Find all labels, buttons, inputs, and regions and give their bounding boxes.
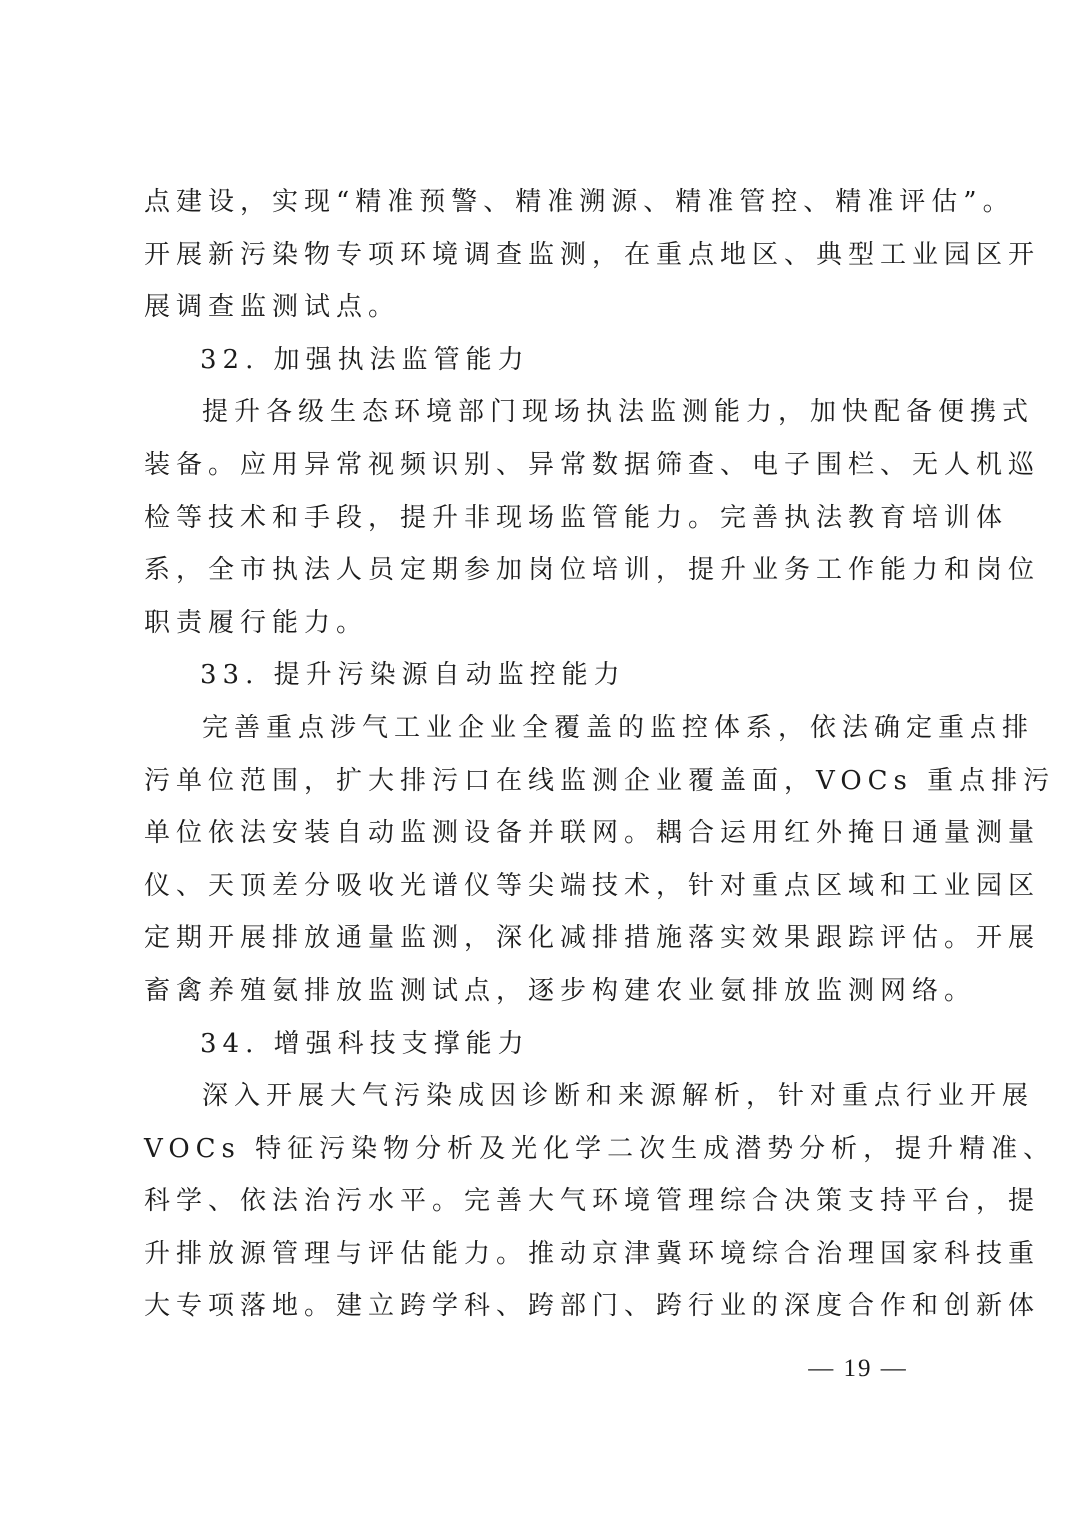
text-line: 开展新污染物专项环境调查监测，在重点地区、典型工业园区开: [144, 239, 1041, 270]
text-line: 装备。应用异常视频识别、异常数据筛查、电子围栏、无人机巡: [144, 449, 1041, 480]
text-line: 畜禽养殖氨排放监测试点，逐步构建农业氨排放监测网络。: [144, 975, 977, 1006]
body-text: [144, 176, 1056, 1333]
text-line: 仪、天顶差分吸收光谱仪等尖端技术，针对重点区域和工业园区: [144, 870, 1041, 901]
text-line: 升排放源管理与评估能力。推动京津冀环境综合治理国家科技重: [144, 1238, 1041, 1269]
text-line: 大专项落地。建立跨学科、跨部门、跨行业的深度合作和创新体: [144, 1291, 1041, 1322]
text-line: 系，全市执法人员定期参加岗位培训，提升业务工作能力和岗位: [144, 555, 1041, 586]
text-line: 污单位范围，扩大排污口在线监测企业覆盖面，VOCs 重点排污: [144, 765, 1056, 796]
text-line: VOCs 特征污染物分析及光化学二次生成潜势分析，提升精准、: [144, 1133, 1056, 1164]
page-number: — 19 —: [808, 1355, 908, 1382]
text-line: 检等技术和手段，提升非现场监管能力。完善执法教育培训体: [144, 502, 1009, 533]
text-line: 单位依法安装自动监测设备并联网。耦合运用红外掩日通量测量: [144, 818, 1041, 849]
text-line: 提升各级生态环境部门现场执法监测能力，加快配备便携式: [202, 397, 1035, 428]
text-line: 完善重点涉气工业企业全覆盖的监控体系，依法确定重点排: [202, 712, 1035, 743]
text-line: 点建设，实现“精准预警、精准溯源、精准管控、精准评估”。: [144, 187, 1015, 217]
text-line: 定期开展排放通量监测，深化减排措施落实效果跟踪评估。开展: [144, 923, 1041, 954]
text-line: 科学、依法治污水平。完善大气环境管理综合决策支持平台，提: [144, 1186, 1041, 1217]
text-line: 职责履行能力。: [144, 607, 369, 638]
section-heading-34: 34. 增强科技支撑能力: [200, 1028, 530, 1059]
section-heading-33: 33. 提升污染源自动监控能力: [200, 660, 626, 691]
section-heading-32: 32. 加强执法监管能力: [200, 344, 530, 375]
text-line: 深入开展大气污染成因诊断和来源解析，针对重点行业开展: [202, 1081, 1035, 1112]
text-line: 展调查监测试点。: [144, 292, 401, 323]
